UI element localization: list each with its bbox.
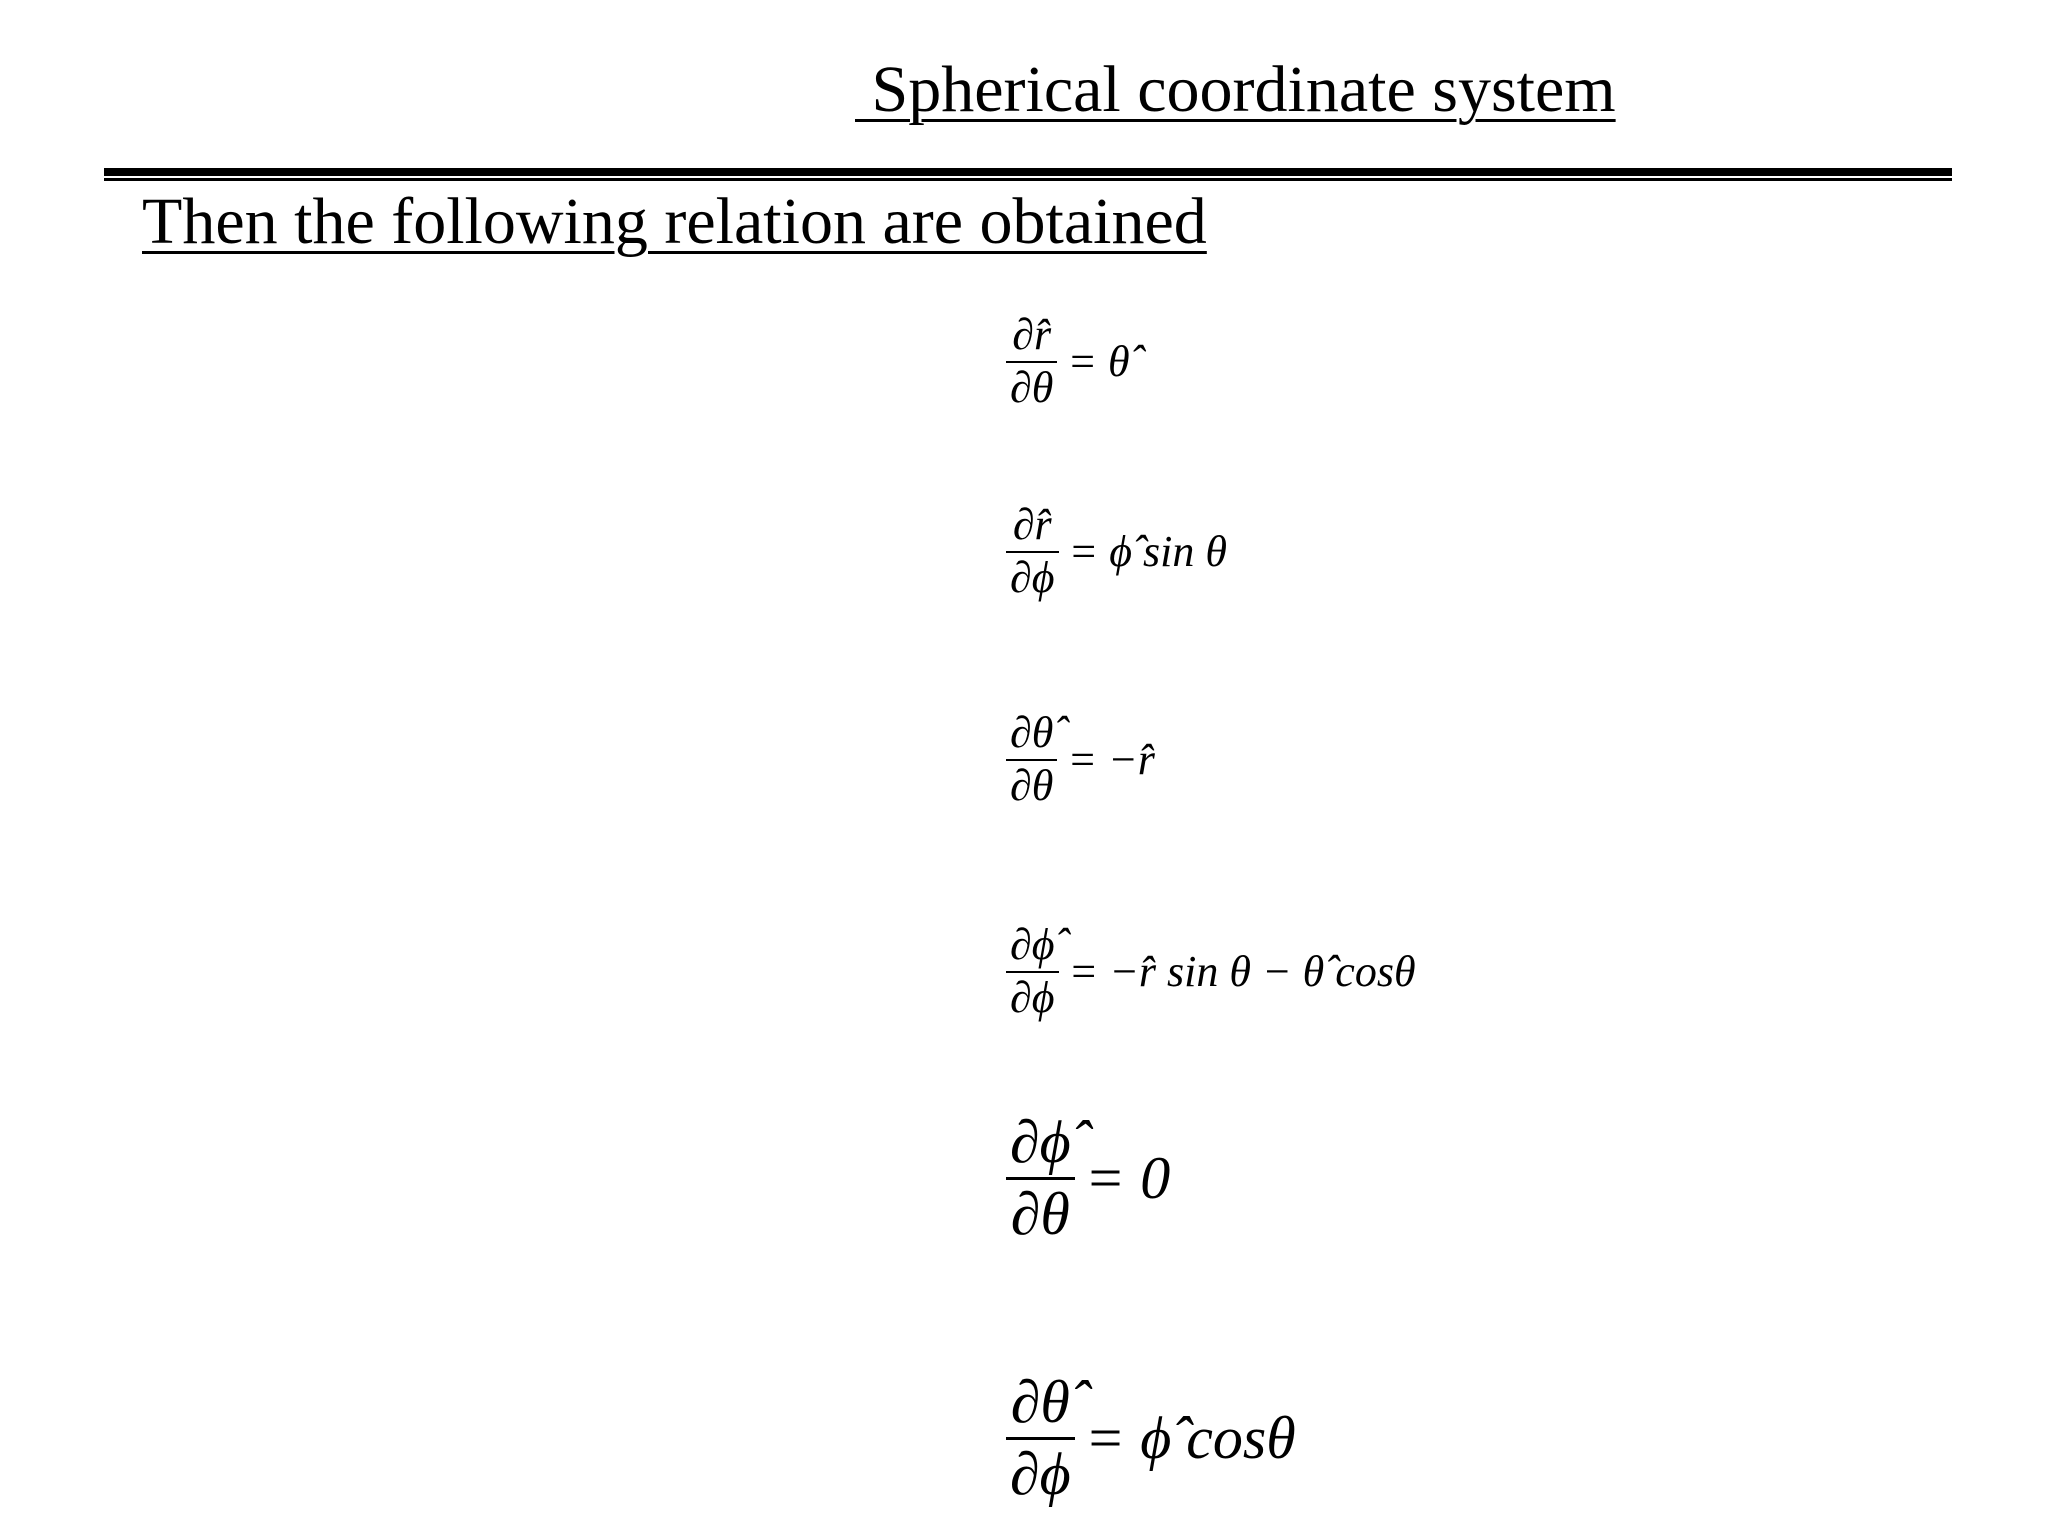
equation-4-rhs: = −r̂ sin θ − θ̂ cosθ <box>1068 947 1416 997</box>
equation-5-fraction <box>1006 1108 1075 1249</box>
equation-2 <box>1006 500 1227 603</box>
equation-1-fraction <box>1006 310 1057 413</box>
equation-4 <box>1006 920 1416 1023</box>
equation-4-denominator: ∂ϕ <box>1010 972 1055 1022</box>
equation-3-fraction <box>1006 708 1057 811</box>
slide-title: Spherical coordinate system <box>855 53 1616 126</box>
equation-2-denominator: ∂ϕ <box>1010 552 1055 602</box>
equation-3-denominator: ∂θ <box>1010 760 1054 810</box>
equation-1 <box>1006 310 1130 413</box>
equation-1-numerator: ∂r̂ <box>1012 310 1052 359</box>
equation-1-rhs: = θ̂ <box>1067 337 1130 387</box>
equation-5-numerator: ∂ϕ̂ <box>1010 1109 1071 1175</box>
equation-5 <box>1006 1108 1170 1249</box>
header-divider-thick <box>104 168 1952 176</box>
equation-3 <box>1006 708 1155 811</box>
equation-6-rhs: = ϕ̂ cosθ <box>1084 1405 1296 1471</box>
equation-2-fraction <box>1006 500 1059 603</box>
equation-4-numerator: ∂ϕ̂ <box>1010 920 1055 969</box>
equation-5-rhs: = 0 <box>1084 1145 1171 1211</box>
equation-6-denominator: ∂ϕ <box>1010 1441 1071 1507</box>
equation-5-denominator: ∂θ <box>1010 1181 1070 1247</box>
equation-3-numerator: ∂θ̂ <box>1010 708 1054 757</box>
equation-3-rhs: = −r̂ <box>1067 735 1155 785</box>
equation-4-fraction <box>1006 920 1059 1023</box>
equation-6 <box>1006 1368 1296 1509</box>
equation-2-rhs: = ϕ̂ sin θ <box>1068 527 1227 577</box>
equation-6-fraction <box>1006 1368 1075 1509</box>
equation-2-numerator: ∂r̂ <box>1012 500 1052 549</box>
equation-1-denominator: ∂θ <box>1010 362 1054 412</box>
header-divider-thin <box>104 178 1952 181</box>
equation-6-numerator: ∂θ̂ <box>1010 1369 1070 1435</box>
intro-text: Then the following relation are obtained <box>142 185 1207 258</box>
